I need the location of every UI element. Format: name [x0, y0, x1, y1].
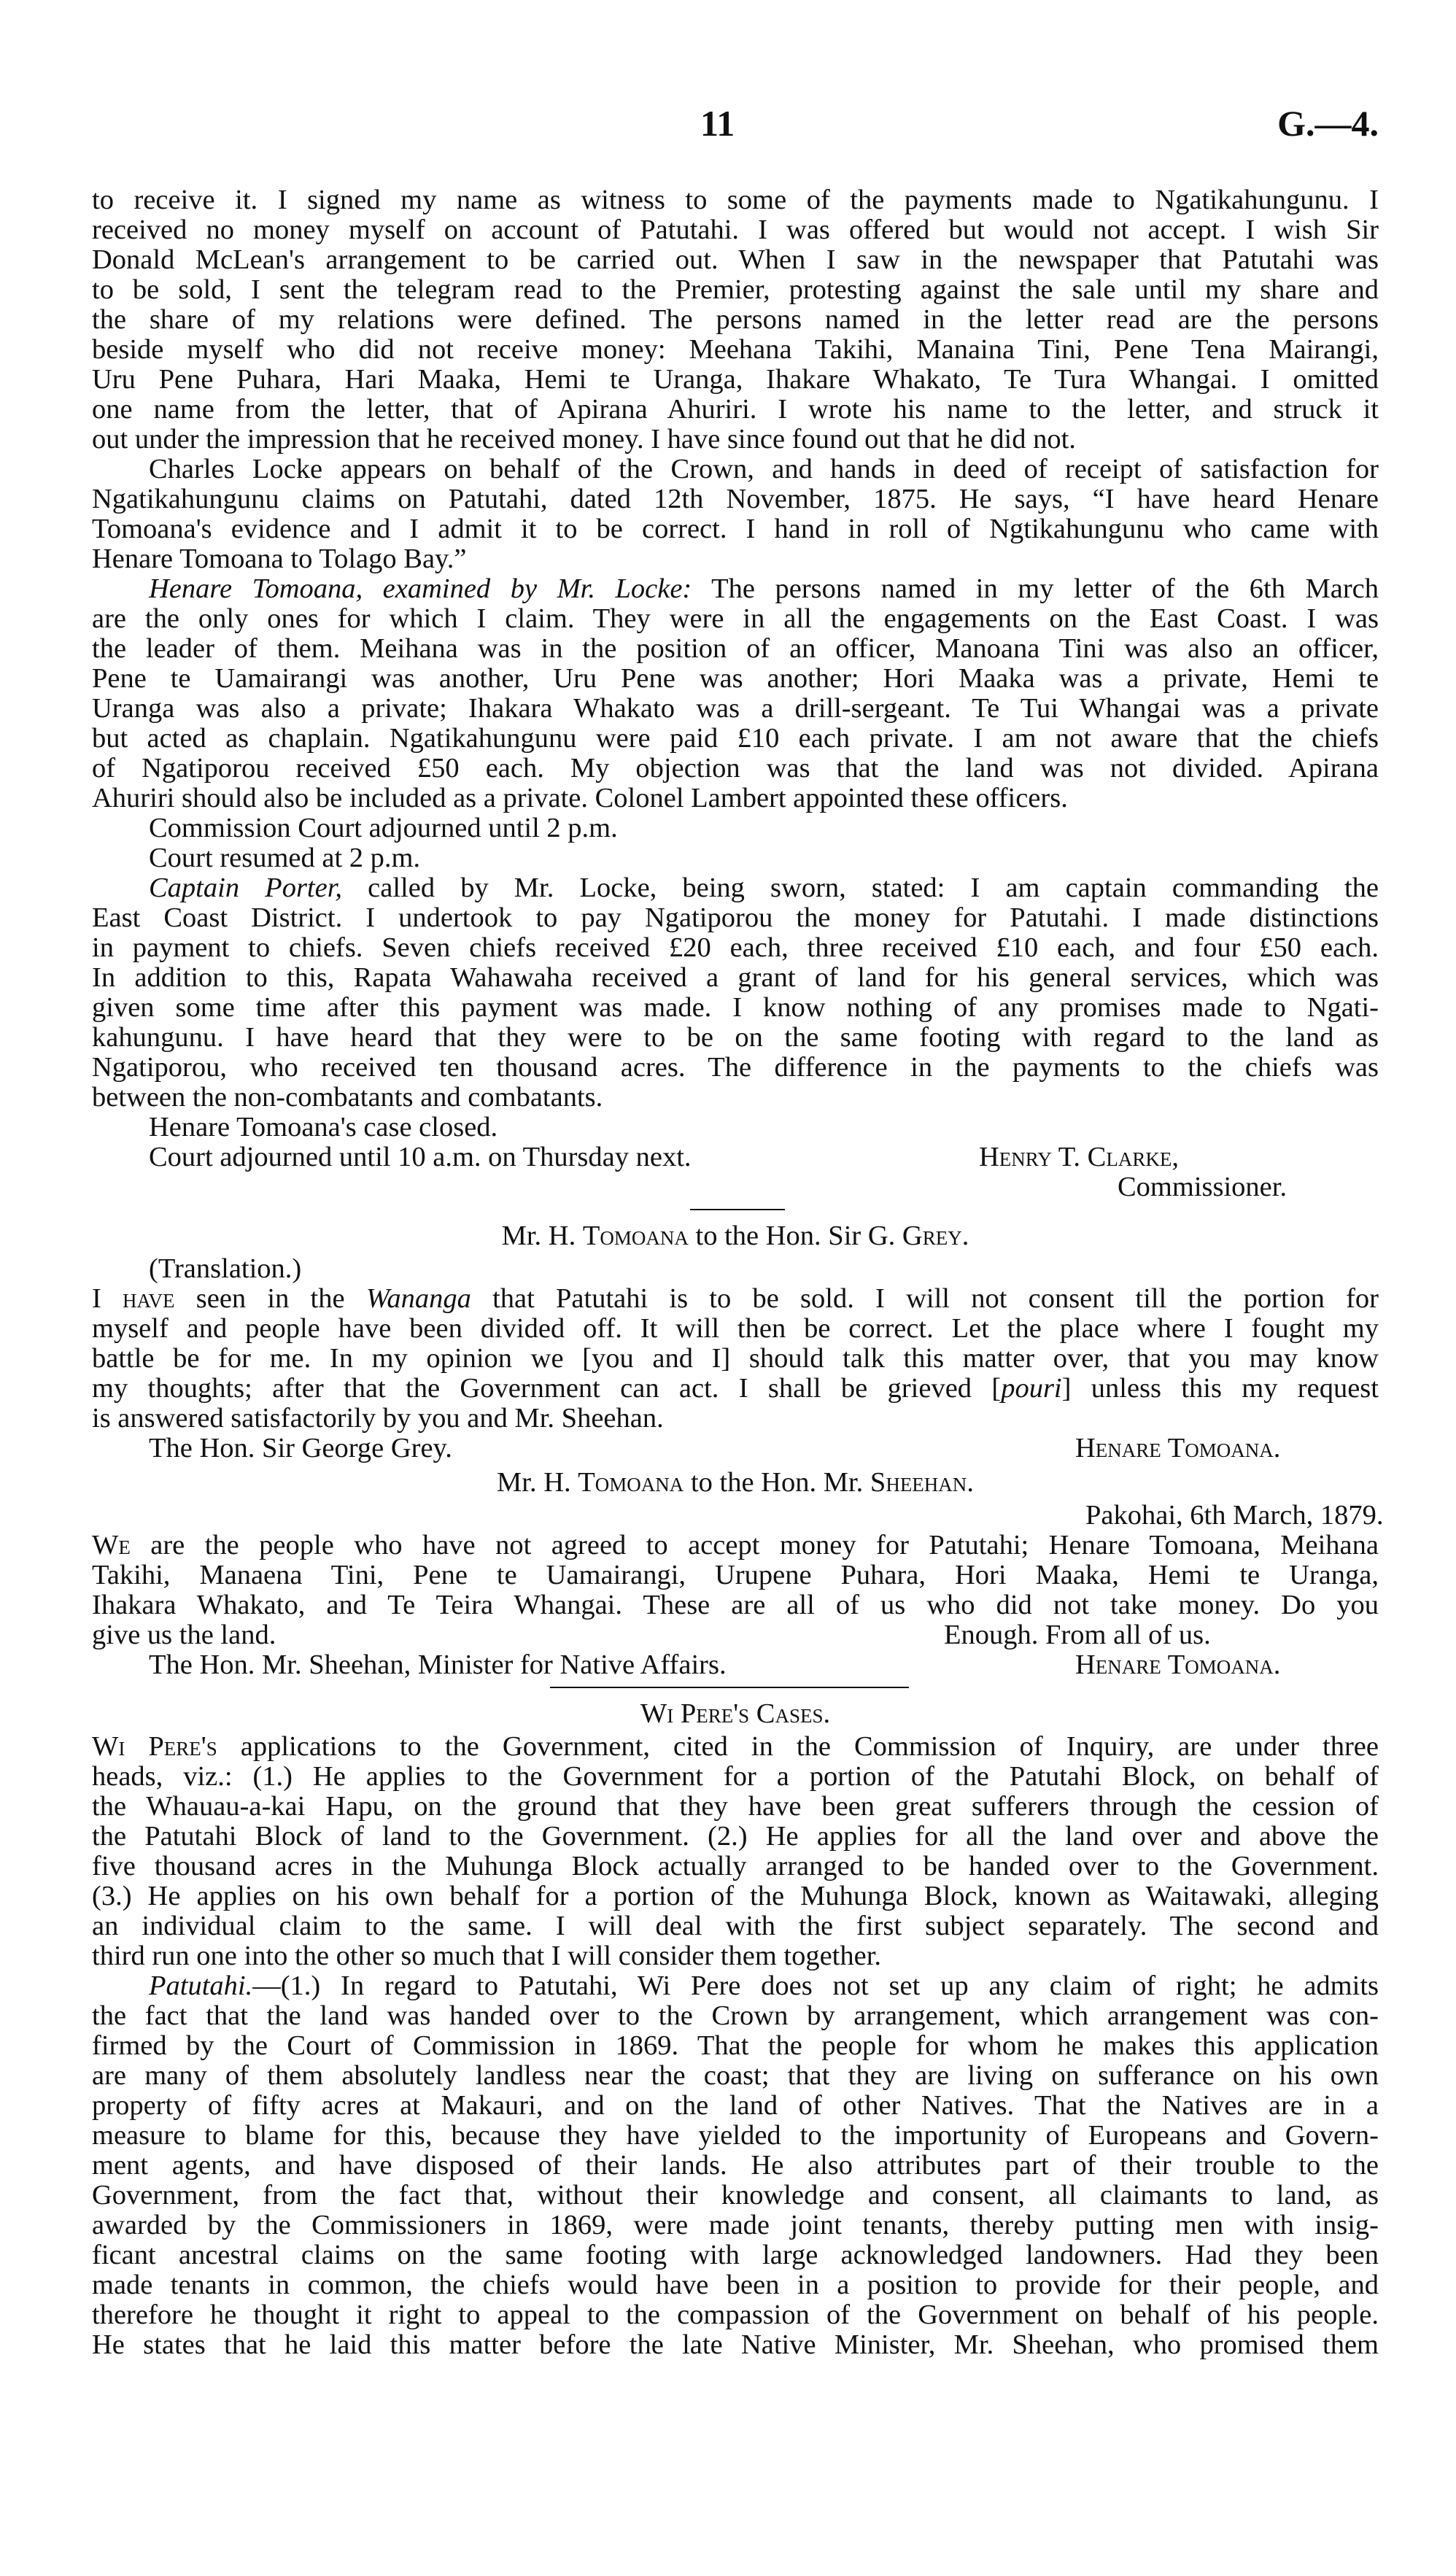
text-segment: The Hon. Mr. Sheehan, Minister for Native Affairs.: [149, 1649, 727, 1680]
text-line: [92, 1172, 1379, 1202]
text-segment: five thousand acres in the Muhunga Block actually arranged to be handed over to the Government.: [92, 1851, 1379, 1881]
text-segment: Government, from the fact that, without their knowledge and consent, all claimants to land, as: [92, 2180, 1379, 2211]
small-caps-text: Wi Pere's: [92, 1731, 217, 1762]
text-segment: are many of them absolutely landless near the coast; that they are living on sufferance on his own: [92, 2060, 1379, 2091]
text-line: [92, 903, 1379, 933]
text-line: [92, 873, 1379, 903]
text-segment: myself and people have been divided off. It will then be correct. Let the place where I fought my: [92, 1313, 1379, 1344]
text-line: [92, 784, 1379, 813]
text-segment: The persons named in my letter of the 6th March: [692, 573, 1379, 604]
text-line: [92, 1113, 1379, 1142]
text-segment: Enough. From all of us.: [944, 1620, 1211, 1650]
text-segment: .: [967, 1467, 974, 1498]
text-line: [92, 2121, 1379, 2151]
text-line: [92, 1822, 1379, 1852]
text-segment: Court adjourned until 10 a.m. on Thursday next.: [149, 1142, 692, 1172]
text-segment: measure to blame for this, because they have yielded to the importunity of Europeans and Govern-: [92, 2120, 1379, 2151]
text-segment: the fact that the land was handed over to the Crown by arrangement, which arrangement was con-: [92, 2000, 1379, 2031]
text-line: [92, 1500, 1384, 1531]
text-line: [92, 1344, 1379, 1374]
text-line: [92, 425, 1379, 455]
text-segment: given some time after this payment was made. I know nothing of any promises made to Ngati-: [92, 992, 1379, 1023]
text-line: [92, 2330, 1379, 2360]
text-segment: In addition to this, Rapata Wahawaha received a grant of land for his general services, which was: [92, 962, 1379, 993]
text-line: [92, 2181, 1379, 2211]
text-line: [92, 963, 1379, 993]
text-segment: awarded by the Commissioners in 1869, were made joint tenants, thereby putting men with insig-: [92, 2210, 1379, 2240]
italic-text: Patutahi.: [149, 1970, 253, 2001]
text-line: [92, 1971, 1379, 2001]
italic-text: Captain Porter,: [149, 873, 343, 903]
section-heading: [92, 1699, 1379, 1729]
text-line: [92, 2091, 1379, 2121]
text-line: [92, 1023, 1379, 1053]
text-line: [92, 1531, 1379, 1560]
text-line: [92, 1620, 1379, 1650]
text-segment: firmed by the Court of Commission in 1869. That the people for whom he makes this application: [92, 2030, 1379, 2061]
text-segment: Court resumed at 2 p.m.: [149, 843, 421, 873]
text-segment: Uru Pene Puhara, Hari Maaka, Hemi te Uranga, Ihakare Whakato, Te Tura Whangai. I omitted: [92, 364, 1379, 395]
text-line: [92, 993, 1379, 1023]
text-line: [92, 694, 1379, 724]
text-segment: Mr. H.: [501, 1221, 583, 1251]
text-segment: battle be for me. In my opinion we [you and I] should talk this matter over, that you may know: [92, 1343, 1379, 1374]
text-segment: an individual claim to the same. I will deal with the first subject separately. The second and: [92, 1911, 1379, 1941]
text-line: [92, 455, 1379, 484]
section-heading: [92, 1221, 1379, 1251]
text-line: [92, 365, 1379, 395]
text-segment: to the Hon. Sir G.: [688, 1221, 902, 1251]
text-line: [92, 275, 1379, 305]
text-line: [92, 724, 1379, 754]
section-divider: [92, 1202, 1379, 1217]
small-caps-text: Henare Tomoana.: [1075, 1433, 1281, 1463]
text-segment: to be sold, I sent the telegram read to the Premier, protesting against the sale until my share and: [92, 274, 1379, 305]
text-line: [92, 1732, 1379, 1762]
text-line: [92, 335, 1379, 365]
text-line: [92, 185, 1379, 215]
signature-block: [1118, 1172, 1287, 1202]
text-segment: property of fifty acres at Makauri, and on the land of other Natives. That the Natives are in a: [92, 2090, 1379, 2121]
text-line: [92, 514, 1379, 544]
text-line: [92, 1284, 1379, 1314]
text-segment: in payment to chiefs. Seven chiefs received £20 each, three received £10 each, and four £50 each.: [92, 932, 1379, 963]
text-segment: to the Hon. Mr.: [684, 1467, 870, 1498]
text-segment: the leader of them. Meihana was in the position of an officer, Manoana Tini was also an officer,: [92, 633, 1379, 664]
text-segment: Henare Tomoana's case closed.: [149, 1112, 498, 1142]
text-line: [92, 1650, 1379, 1680]
text-segment: ficant ancestral claims on the same footing with large acknowledged landowners. Had they been: [92, 2240, 1379, 2270]
text-segment: Pene te Uamairangi was another, Uru Pene was another; Hori Maaka was a private, Hemi te: [92, 663, 1379, 694]
italic-text: pouri: [1001, 1373, 1062, 1404]
text-line: [92, 2240, 1379, 2270]
text-line: [92, 604, 1379, 634]
text-line: [92, 484, 1379, 514]
text-segment: Ahuriri should also be included as a private. Colonel Lambert appointed these officers.: [92, 783, 1068, 813]
text-line: [92, 1254, 1379, 1284]
text-segment: ment agents, and have disposed of their lands. He also attributes part of their trouble to the: [92, 2150, 1379, 2181]
text-segment: ] unless this my request: [1061, 1373, 1379, 1404]
text-segment: applications to the Government, cited in the Commission of Inquiry, are under three: [217, 1731, 1379, 1762]
small-caps-text: Tomoana: [578, 1467, 684, 1498]
text-segment: are the people who have not agreed to accept money for Patutahi; Henare Tomoana, Meihana: [130, 1530, 1379, 1560]
text-line: [92, 2061, 1379, 2091]
text-line: [92, 1404, 1379, 1434]
text-segment: Uranga was also a private; Ihakara Whakato was a drill-sergeant. Te Tui Whangai was a private: [92, 693, 1379, 724]
small-caps-text: Sheehan: [870, 1467, 967, 1498]
text-line: [92, 245, 1379, 275]
text-line: [92, 1911, 1379, 1941]
text-segment: my thoughts; after that the Government can act. I shall be grieved [: [92, 1373, 1002, 1404]
text-line: [92, 1762, 1379, 1792]
page-number: 11: [700, 103, 735, 144]
text-segment: Charles Locke appears on behalf of the Crown, and hands in deed of receipt of satisfaction for: [149, 454, 1379, 484]
text-segment: heads, viz.: (1.) He applies to the Government for a portion of the Patutahi Block, on behalf of: [92, 1761, 1379, 1792]
italic-text: Wananga: [365, 1283, 471, 1314]
divider-line: [690, 1209, 785, 1210]
text-line: [92, 2300, 1379, 2330]
text-segment: Ngatiporou, who received ten thousand acres. The difference in the payments to the chiefs was: [92, 1052, 1379, 1083]
text-segment: The Hon. Sir George Grey.: [149, 1433, 452, 1463]
signature-block: [1075, 1434, 1280, 1463]
document-reference: G.—4.: [1277, 103, 1379, 144]
text-line: [92, 843, 1379, 873]
text-line: [92, 933, 1379, 963]
text-segment: Ihakara Whakato, and Te Teira Whangai. These are all of us who did not take money. Do you: [92, 1590, 1379, 1620]
text-segment: (3.) He applies on his own behalf for a portion of the Muhunga Block, known as Waitawaki, alleging: [92, 1881, 1379, 1911]
text-line: [92, 544, 1379, 574]
divider-line: [550, 1687, 909, 1688]
text-line: [92, 1852, 1379, 1881]
signature-block: [1085, 1501, 1383, 1531]
signature-block: [979, 1142, 1179, 1172]
text-line: [92, 664, 1379, 694]
text-line: [92, 1881, 1379, 1911]
text-segment: out under the impression that he received money. I have since found out that he did not.: [92, 424, 1076, 455]
signature-block: [944, 1620, 1211, 1650]
text-segment: Pakohai, 6th March, 1879.: [1085, 1500, 1384, 1531]
text-line: [92, 1434, 1379, 1463]
text-segment: the share of my relations were defined. The persons named in the letter read are the persons: [92, 304, 1379, 335]
section-heading: [92, 1468, 1379, 1498]
text-segment: to receive it. I signed my name as witness to some of the payments made to Ngatikahungunu. I: [92, 185, 1379, 215]
text-segment: —(1.) In regard to Patutahi, Wi Pere does not set up any claim of right; he admits: [252, 1970, 1379, 2001]
text-line: [92, 1560, 1379, 1590]
text-segment: (Translation.): [149, 1253, 302, 1284]
text-segment: made tenants in common, the chiefs would have been in a position to provide for their people, and: [92, 2270, 1379, 2300]
text-segment: give us the land.: [92, 1620, 276, 1650]
text-line: [92, 2151, 1379, 2181]
text-segment: the Patutahi Block of land to the Government. (2.) He applies for all the land over and above the: [92, 1821, 1379, 1852]
text-segment: Commission Court adjourned until 2 p.m.: [149, 813, 618, 843]
small-caps-text: Grey: [902, 1221, 962, 1251]
text-segment: Commissioner.: [1118, 1172, 1287, 1202]
text-segment: .: [961, 1221, 969, 1251]
small-caps-text: Tomoana: [582, 1221, 689, 1251]
small-caps-text: Wi Pere's Cases.: [640, 1698, 831, 1729]
text-line: [92, 574, 1379, 604]
text-segment: are the only ones for which I claim. They were in all the engagements on the East Coast. I was: [92, 603, 1379, 634]
text-segment: is answered satisfactorily by you and Mr. Sheehan.: [92, 1403, 664, 1434]
text-segment: called by Mr. Locke, being sworn, stated: I am captain commanding the: [342, 873, 1379, 903]
text-segment: the Whauau-a-kai Hapu, on the ground that they have been great sufferers through the cession of: [92, 1791, 1379, 1822]
text-line: [92, 215, 1379, 245]
text-line: [92, 2211, 1379, 2240]
text-line: [92, 1142, 1379, 1172]
signature-block: [1075, 1650, 1280, 1680]
text-segment: kahungunu. I have heard that they were to be on the same footing with regard to the land as: [92, 1022, 1379, 1053]
text-segment: one name from the letter, that of Apirana Ahuriri. I wrote his name to the letter, and struck it: [92, 394, 1379, 425]
text-line: [92, 2001, 1379, 2031]
text-line: [92, 1083, 1379, 1113]
text-segment: beside myself who did not receive money: Meehana Takihi, Manaina Tini, Pene Tena Mairangi,: [92, 334, 1379, 365]
section-divider: [92, 1680, 1379, 1695]
text-segment: that Patutahi is to be sold. I will not consent till the portion for: [471, 1283, 1379, 1314]
text-line: [92, 754, 1379, 784]
text-segment: Mr. H.: [497, 1467, 578, 1498]
italic-text: Henare Tomoana, examined by Mr. Locke:: [149, 573, 692, 604]
text-line: [92, 2031, 1379, 2061]
small-caps-text: Henry T. Clarke,: [979, 1142, 1179, 1172]
text-line: [92, 395, 1379, 425]
text-segment: Henare Tomoana to Tolago Bay.”: [92, 544, 467, 574]
text-segment: seen in the: [174, 1283, 366, 1314]
text-line: [92, 2270, 1379, 2300]
small-caps-text: Henare Tomoana.: [1075, 1649, 1281, 1680]
text-segment: Takihi, Manaena Tini, Pene te Uamairangi, Urupene Puhara, Hori Maaka, Hemi te Uranga,: [92, 1560, 1379, 1590]
text-line: [92, 813, 1379, 843]
text-segment: He states that he laid this matter before the late Native Minister, Mr. Sheehan, who promised them: [92, 2329, 1379, 2360]
small-caps-text: We: [92, 1530, 131, 1560]
small-caps-text: I have: [92, 1283, 175, 1314]
text-line: [92, 1590, 1379, 1620]
text-segment: therefore he thought it right to appeal to the compassion of the Government on behalf of his people.: [92, 2300, 1379, 2330]
text-line: [92, 634, 1379, 664]
text-line: [92, 1053, 1379, 1083]
text-segment: received no money myself on account of Patutahi. I was offered but would not accept. I wish Sir: [92, 214, 1379, 245]
text-segment: East Coast District. I undertook to pay Ngatiporou the money for Patutahi. I made distinctions: [92, 902, 1379, 933]
text-line: [92, 1792, 1379, 1822]
text-line: [92, 305, 1379, 335]
text-segment: Tomoana's evidence and I admit it to be correct. I hand in roll of Ngtikahungunu who came with: [92, 514, 1379, 544]
text-segment: but acted as chaplain. Ngatikahungunu were paid £10 each private. I am not aware that the chiefs: [92, 723, 1379, 754]
text-segment: of Ngatiporou received £50 each. My objection was that the land was not divided. Apirana: [92, 753, 1379, 784]
document-body: [92, 185, 1384, 2360]
text-segment: Ngatikahungunu claims on Patutahi, dated 12th November, 1875. He says, “I have heard Henare: [92, 484, 1379, 514]
text-line: [92, 1941, 1379, 1971]
text-line: [92, 1374, 1379, 1404]
text-line: [92, 1314, 1379, 1344]
text-segment: Donald McLean's arrangement to be carried out. When I saw in the newspaper that Patutahi was: [92, 244, 1379, 275]
text-segment: between the non-combatants and combatants.: [92, 1082, 603, 1113]
text-segment: third run one into the other so much that I will consider them together.: [92, 1941, 882, 1971]
